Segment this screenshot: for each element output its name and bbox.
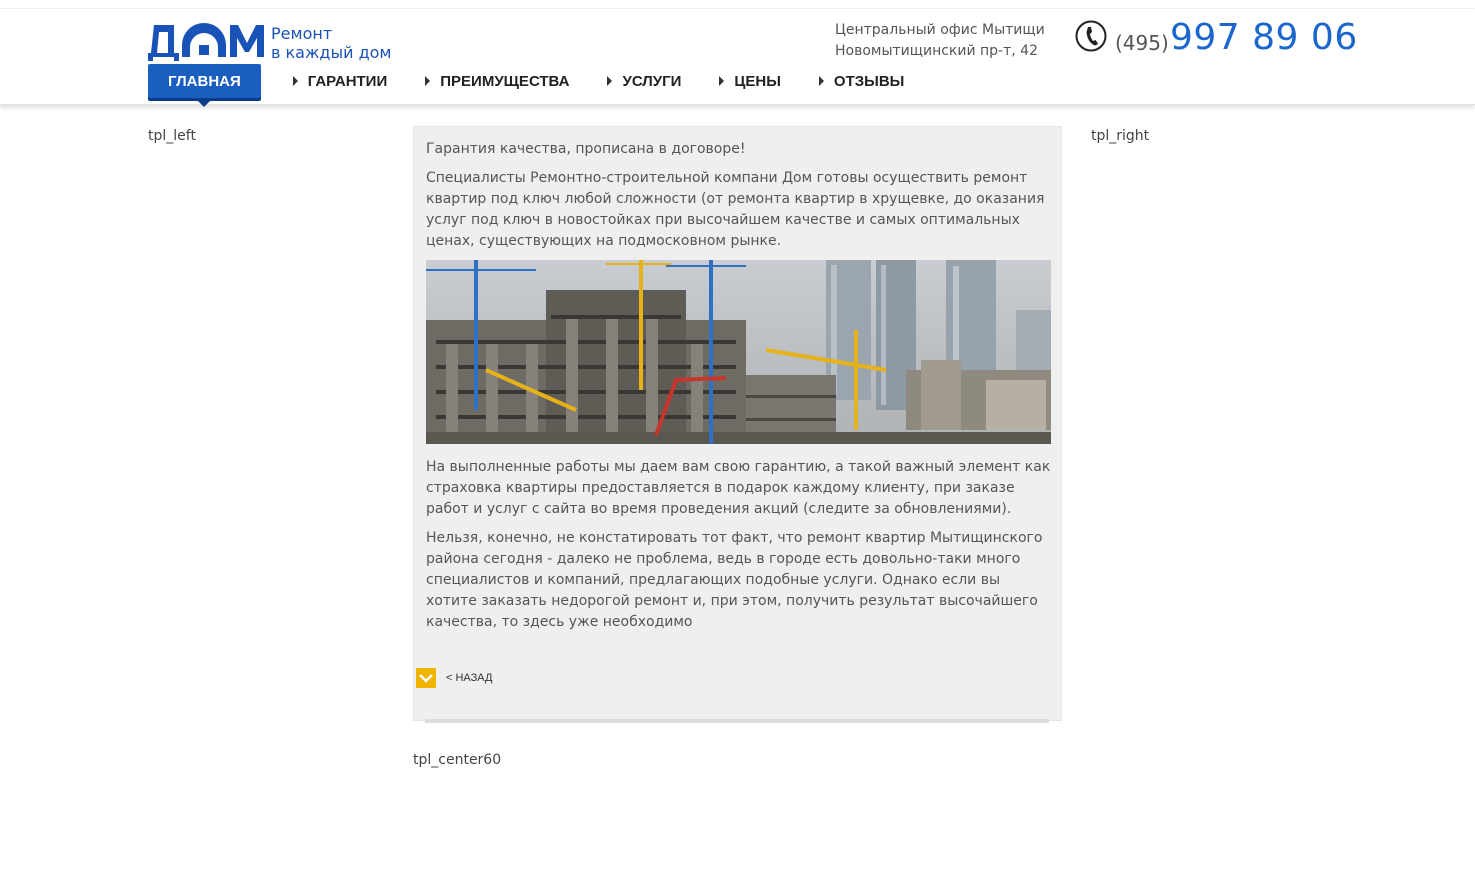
nav-item-home[interactable]	[148, 64, 261, 98]
nav-item-prices[interactable]	[703, 64, 794, 98]
office-line-1: Центральный офис Мытищи	[835, 22, 1045, 38]
chevron-down-icon	[416, 668, 436, 688]
nav-label-guarantees: ГАРАНТИИ	[307, 72, 388, 90]
triangle-right-icon	[425, 76, 430, 86]
main-nav	[148, 63, 926, 99]
nav-item-guarantees[interactable]	[277, 64, 401, 98]
nav-label-reviews: ОТЗЫВЫ	[833, 72, 905, 90]
tpl-left-placeholder: tpl_left	[148, 128, 196, 144]
triangle-right-icon	[607, 76, 612, 86]
phone-number[interactable]: 997 89 06	[1170, 17, 1358, 58]
logo[interactable]	[148, 21, 264, 61]
triangle-right-icon	[293, 76, 298, 86]
tpl-center-placeholder: tpl_center60	[413, 752, 502, 768]
article-panel-shadow	[425, 719, 1049, 723]
nav-label-services: УСЛУГИ	[622, 72, 682, 90]
triangle-right-icon	[819, 76, 824, 86]
nav-item-services[interactable]	[591, 64, 695, 98]
article-panel	[413, 126, 1062, 721]
top-line	[0, 0, 1475, 9]
logo-tagline	[271, 24, 392, 62]
site-header	[0, 9, 1475, 105]
phone-code: (495)	[1115, 31, 1169, 55]
article-paragraph-1: Специалисты Ремонтно-строительной компани Дом готовы осуществить ремонт квартир под ключ любой сложности (от ремонта квартир в хрущевке, до оказания услуг под ключ в новостойках при высочайшем качестве и самых оптимальных ценах, существующих на подмосковном рынке.	[426, 170, 1045, 249]
back-link-label: < НАЗАД	[446, 672, 493, 684]
triangle-right-icon	[719, 76, 724, 86]
back-link[interactable]	[416, 668, 492, 688]
article-paragraph-3: Нельзя, конечно, не констатировать тот факт, что ремонт квартир Мытищинского района сегодня - далеко не проблема, ведь в городе есть довольно-таки много специалистов и компаний, предлагающих подобные услуги. Однако если вы хотите заказать недорогой ремонт и, при этом, получить результат высочайшего качества, то здесь уже необходимо	[426, 530, 1043, 630]
tpl-right-placeholder: tpl_right	[1091, 128, 1150, 144]
article-heading: Гарантия качества, прописана в договоре!	[426, 141, 746, 157]
article-paragraph-2: На выполненные работы мы даем вам свою гарантию, а такой важный элемент как страховка квартиры предоставляется в подарок каждому клиенту, при заказе работ и услуг с сайта во время проведения акций (следите за обновлениями).	[426, 459, 1051, 517]
nav-label-home: ГЛАВНАЯ	[168, 72, 241, 90]
nav-label-prices: ЦЕНЫ	[734, 72, 781, 90]
nav-label-advantages: ПРЕИМУЩЕСТВА	[440, 72, 570, 90]
nav-item-reviews[interactable]	[803, 64, 918, 98]
construction-photo	[426, 260, 1051, 444]
phone-icon	[1075, 20, 1107, 52]
tagline-line-1: Ремонт	[271, 24, 333, 43]
tagline-line-2: в каждый дом	[271, 43, 392, 62]
office-line-2: Новомытищинский пр-т, 42	[835, 43, 1038, 59]
office-address	[835, 20, 1045, 62]
nav-item-advantages[interactable]	[409, 64, 583, 98]
